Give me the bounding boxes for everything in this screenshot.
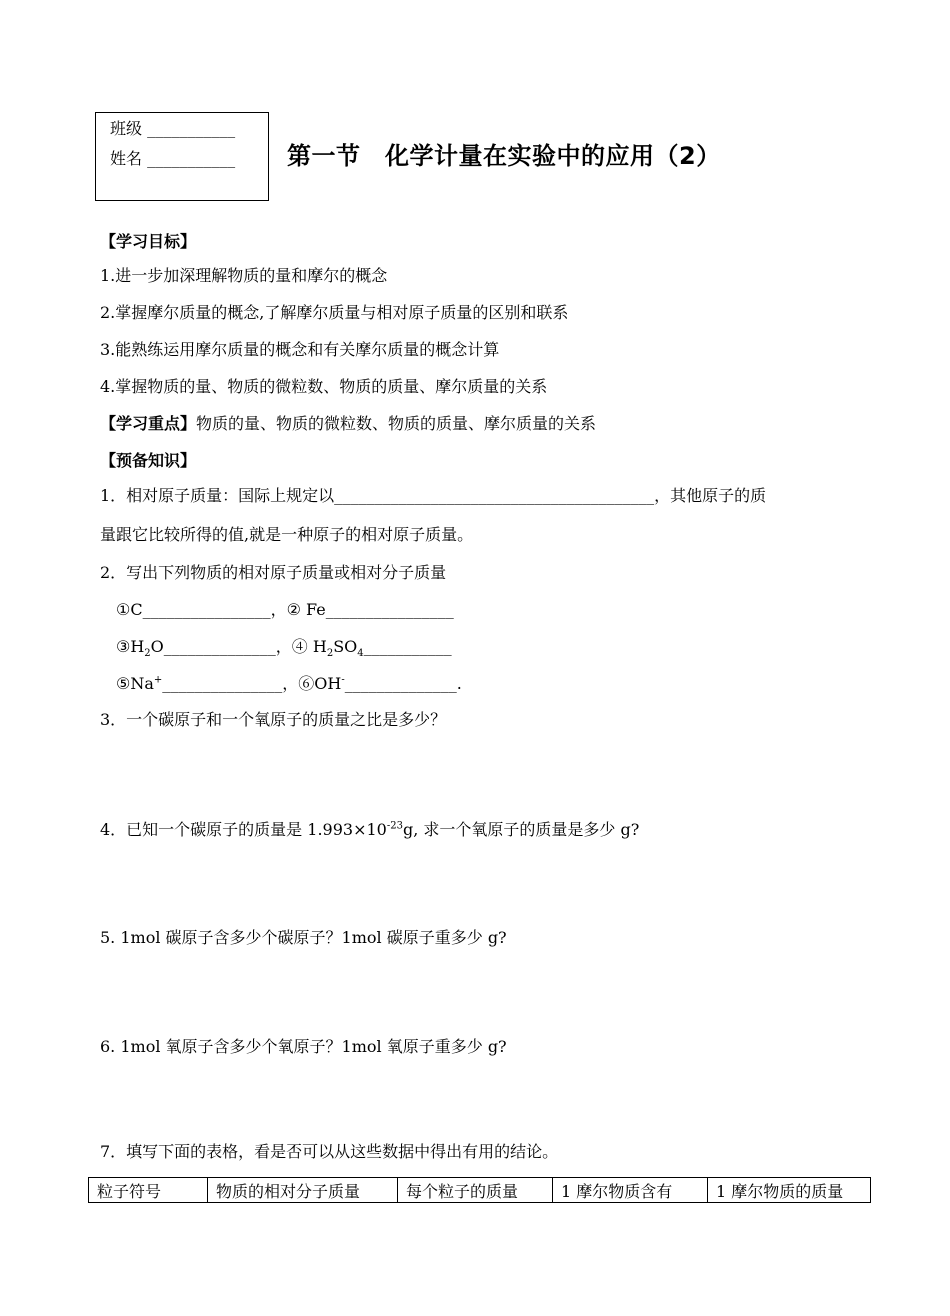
question-1-line1: 1．相对原子质量：国际上规定以________________________________________，其他原子的质 — [100, 486, 767, 505]
class-field[interactable]: 班级 ___________ — [110, 119, 236, 138]
question-2-row1: ①C________________，② Fe________________ — [116, 600, 454, 619]
table-header-cell: 物质的相对分子质量 — [208, 1178, 398, 1203]
objective-item: 4.掌握物质的量、物质的微粒数、物质的质量、摩尔质量的关系 — [100, 377, 548, 396]
question-6: 6. 1mol 氧原子含多少个氧原子？1mol 氧原子重多少 g? — [100, 1037, 507, 1056]
question-4: 4．已知一个碳原子的质量是 $1.993\times 10^{-23}g$, 求一个氧原子的质量是多少 g? — [100, 820, 640, 839]
objective-item: 3.能熟练运用摩尔质量的概念和有关摩尔质量的概念计算 — [100, 340, 500, 359]
name-field[interactable]: 姓名 ___________ — [110, 149, 236, 168]
objective-item: 2.掌握摩尔质量的概念,了解摩尔质量与相对原子质量的区别和联系 — [100, 303, 569, 322]
question-5: 5. 1mol 碳原子含多少个碳原子？1mol 碳原子重多少 g? — [100, 928, 507, 947]
table-header-cell: 1 摩尔物质含有 — [553, 1178, 708, 1203]
page-title: 第一节 化学计量在实验中的应用（2） — [287, 142, 721, 170]
table-header-cell: 粒子符号 — [89, 1178, 208, 1203]
question-2-row2: $③H_2O\_\_\_\_\_\_\_\_\_\_\_\_\_\_$，④ $H_2SO_4\_\_\_\_\_\_\_\_\_\_\_$ — [116, 637, 452, 660]
table-header-row — [89, 1178, 871, 1203]
table-header-cell: 1 摩尔物质的质量 — [708, 1178, 871, 1203]
question-2-row3: ⑤Na+_______________，⑥OH-______________. — [116, 674, 462, 693]
key-point-text: 物质的量、物质的微粒数、物质的质量、摩尔质量的关系 — [196, 414, 597, 433]
table-header-cell: 每个粒子的质量 — [398, 1178, 553, 1203]
class-name-box — [95, 112, 269, 201]
key-point-heading: 【学习重点】 — [100, 414, 197, 433]
question-1-line2: 量跟它比较所得的值,就是一种原子的相对原子质量。 — [100, 525, 474, 544]
prep-heading: 【预备知识】 — [100, 451, 197, 470]
data-table — [88, 1177, 871, 1203]
objectives-heading: 【学习目标】 — [100, 232, 197, 251]
objective-item: 1.进一步加深理解物质的量和摩尔的概念 — [100, 266, 388, 285]
question-3: 3．一个碳原子和一个氧原子的质量之比是多少？ — [100, 710, 447, 729]
key-point — [100, 414, 596, 434]
question-7: 7．填写下面的表格，看是否可以从这些数据中得出有用的结论。 — [100, 1142, 559, 1161]
question-2: 2．写出下列物质的相对原子质量或相对分子质量 — [100, 563, 447, 582]
